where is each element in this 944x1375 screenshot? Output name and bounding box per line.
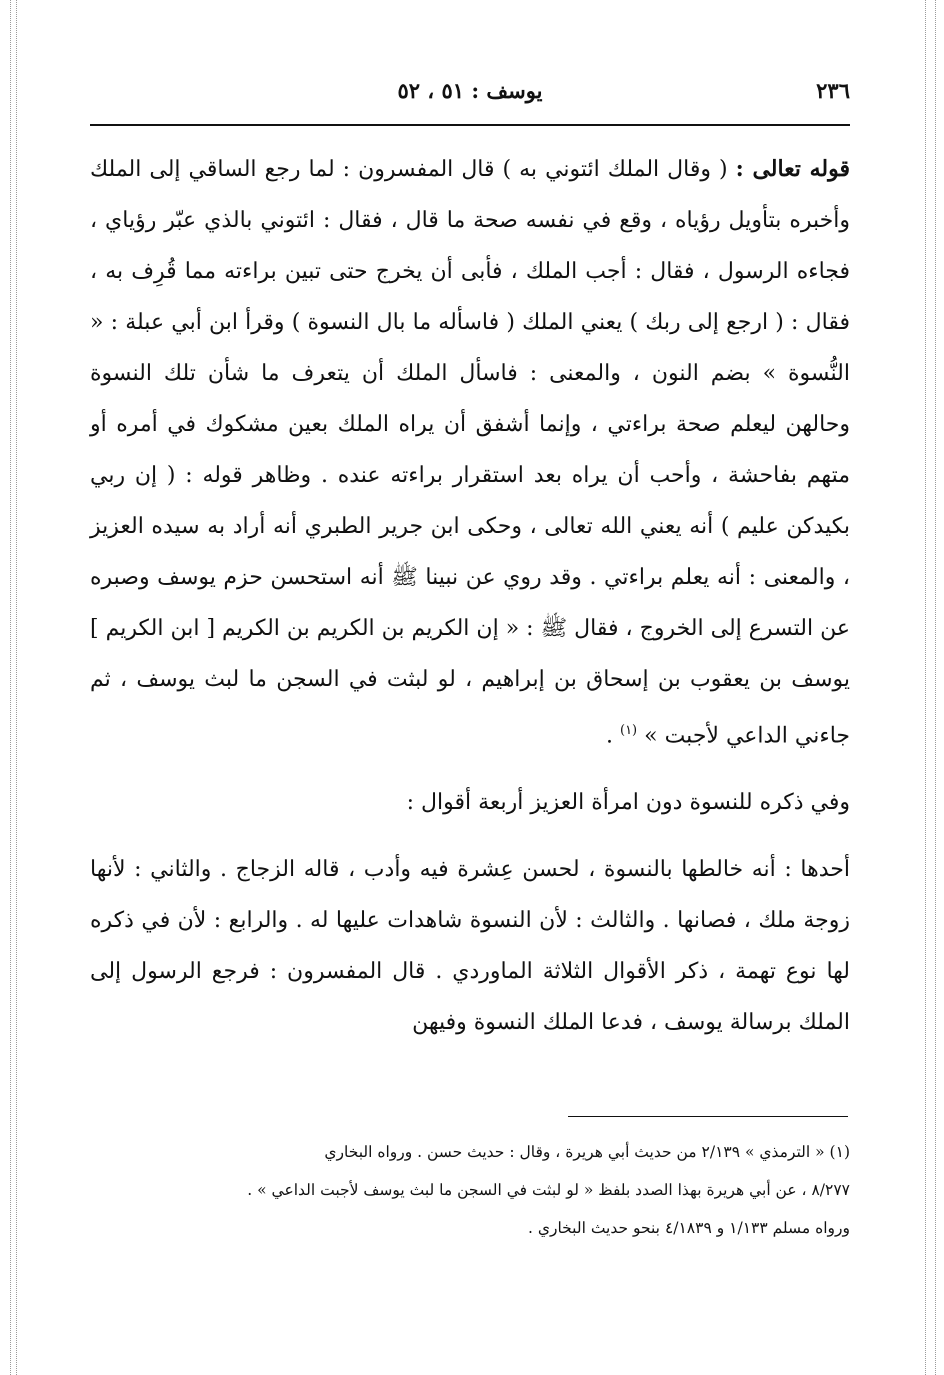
page-number: ٢٣٦	[816, 78, 850, 103]
paragraph-2: وفي ذكره للنسوة دون امرأة العزيز أربعة أقوال :	[406, 790, 850, 816]
scan-border-left-inner	[16, 0, 17, 1375]
paragraph-1	[90, 144, 850, 761]
running-header	[90, 78, 850, 116]
book-page	[90, 78, 850, 1048]
scan-border-right	[935, 0, 936, 1375]
scan-border-right-inner	[925, 0, 926, 1375]
footnote-rule	[568, 1116, 848, 1117]
footnote-line-2: ٨/٢٧٧ ، عن أبي هريرة بهذا الصدد بلفظ « لو لبثت في السجن ما لبث يوسف لأجبت الداعي » .	[247, 1181, 850, 1199]
body-text	[90, 144, 850, 1048]
paragraph-1-end: .	[605, 723, 620, 749]
header-rule	[90, 124, 850, 126]
footnotes	[90, 1133, 850, 1247]
scan-border-left	[10, 0, 11, 1375]
header-title: يوسف : ٥١ ، ٥٢	[397, 78, 543, 103]
footnote-line-3: ورواه مسلم ١/١٣٣ و ٤/١٨٣٩ بنحو حديث البخاري .	[527, 1219, 850, 1237]
footnote-line-1: (١) « الترمذي » ٢/١٣٩ من حديث أبي هريرة ، وقال : حديث حسن . ورواه البخاري	[324, 1143, 850, 1161]
verse-lead: قوله تعالى :	[735, 156, 850, 182]
paragraph-1-text: ( وقال الملك ائتوني به ) قال المفسرون : لما رجع الساقي إلى الملك وأخبره بتأويل رؤياه ، وقع في نفسه صحة ما قال ، فقال : ائتوني بالذي عبّر رؤياي ، فجاءه الرسول ، فقال : أجب الملك ، فأبى أن يخرج حتى تبين براءته مما قُرِف به ، فقال : ( ارجع إلى ربك ) يعني الملك ( فاسأله ما بال النسوة ) وقرأ ابن أبي عبلة : « النُّسوة » بضم النون ، والمعنى : فاسأل الملك أن يتعرف ما شأن تلك النسوة وحالهن ليعلم صحة براءتي ، وإنما أشفق أن يراه الملك بعين مشكوك في أمره أو متهم بفاحشة ، وأحب أن يراه بعد استقرار براءته عنده . وظاهر قوله : ( إن ربي بكيدكن عليم ) أنه يعني الله تعالى ، وحكى ابن جرير الطبري أنه أراد به سيده العزيز ، والمعنى : أنه يعلم براءتي . وقد روي عن نبينا ﷺ أنه استحسن حزم يوسف وصبره عن التسرع إلى الخروج ، فقال ﷺ : « إن الكريم بن الكريم بن الكريم [ ابن الكريم ] يوسف بن يعقوب بن إسحاق بن إبراهيم ، لو لبثت في السجن ما لبث يوسف ، ثم جاءني الداعي لأجبت »	[90, 157, 850, 749]
paragraph-3: أحدها : أنه خالطها بالنسوة ، لحسن عِشرة فيه وأدب ، قاله الزجاج . والثاني : لأنها زوجة ملك ، فصانها . والثالث : لأن النسوة شاهدات عليها له . والرابع : لأن في ذكره لها نوع تهمة ، ذكر الأقوال الثلاثة الماوردي . قال المفسرون : فرجع الرسول إلى الملك برسالة يوسف ، فدعا الملك النسوة وفيهن	[90, 857, 850, 1036]
footnote-ref: (١)	[619, 723, 638, 738]
